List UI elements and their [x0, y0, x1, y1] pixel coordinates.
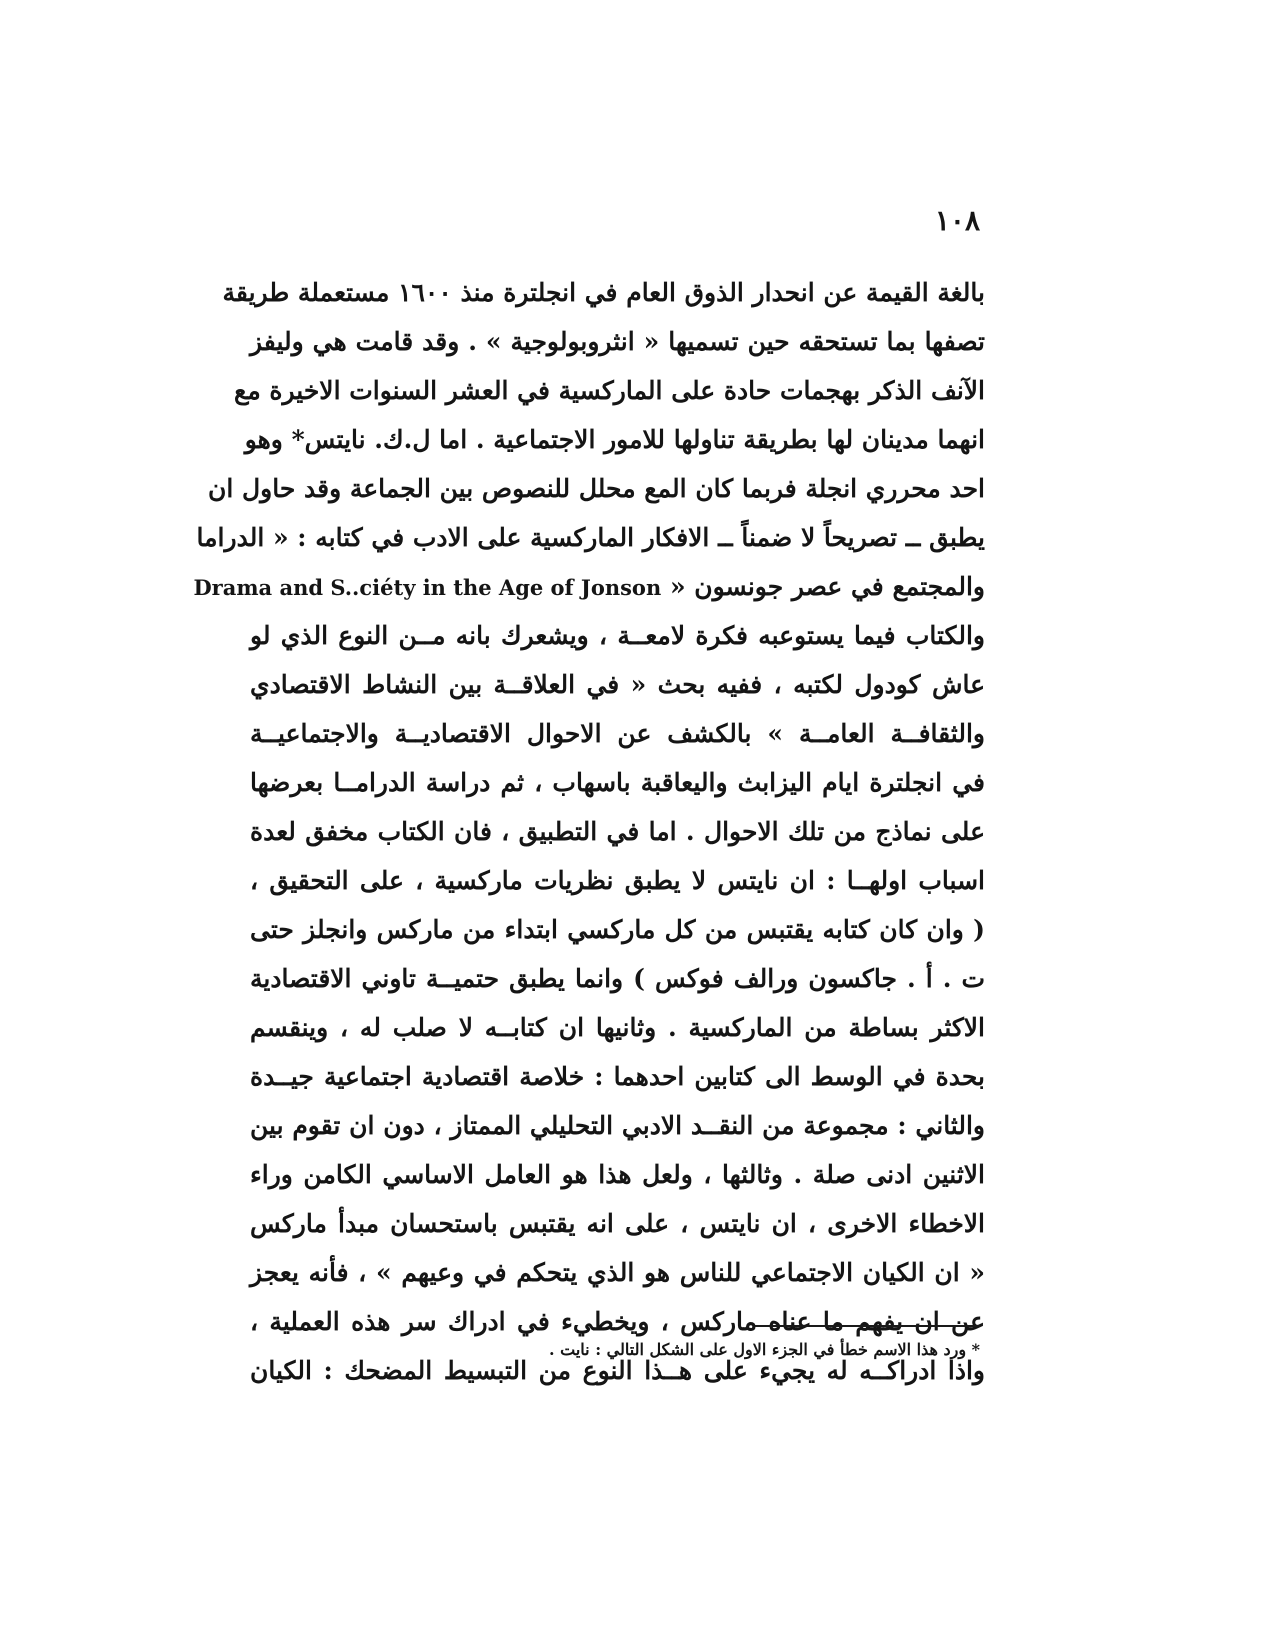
- body-text: [193, 268, 985, 1395]
- text-line: ت . أ . جاكسون ورالف فوكس ) وانما يطبق حتميــة تاوني الاقتصادية: [250, 964, 985, 993]
- text-line: يطبق ــ تصريحاً لا ضمناً ــ الافكار الماركسية على الادب في كتابه : « الدراما: [196, 523, 985, 552]
- text-line: الآنف الذكر بهجمات حادة على الماركسية في العشر السنوات الاخيرة مع: [234, 376, 985, 405]
- text-line: في انجلترة ايام اليزابث واليعاقبة باسهاب ، ثم دراسة الدرامــا بعرضها: [250, 768, 985, 797]
- text-line: والثاني : مجموعة من النقــد الادبي التحليلي الممتاز ، دون ان تقوم بين: [250, 1111, 985, 1140]
- text-line: بحدة في الوسط الى كتابين احدهما : خلاصة اقتصادية اجتماعية جيــدة: [250, 1062, 985, 1091]
- text-line: تصفها بما تستحقه حين تسميها « انثروبولوجية » . وقد قامت هي وليفز: [250, 327, 985, 356]
- text-line: على نماذج من تلك الاحوال . اما في التطبيق ، فان الكتاب مخفق لعدة: [250, 817, 985, 846]
- text-line: الاخطاء الاخرى ، ان نايتس ، على انه يقتبس باستحسان مبدأ ماركس: [250, 1209, 985, 1238]
- footnote-divider: [755, 1325, 980, 1327]
- footnote: * ورد هذا الاسم خطأ في الجزء الاول على الشكل التالي : نايت .: [549, 1340, 980, 1359]
- text-line: والكتاب فيما يستوعبه فكرة لامعــة ، ويشعرك بانه مــن النوع الذي لو: [250, 621, 985, 650]
- text-line: واذا ادراكــه له يجيء على هــذا النوع من التبسيط المضحك : الكيان: [250, 1356, 985, 1385]
- text-line: احد محرري انجلة فربما كان المع محلل للنصوص بين الجماعة وقد حاول ان: [207, 474, 985, 503]
- text-line: الاثنين ادنى صلة . وثالثها ، ولعل هذا هو العامل الاساسي الكامن وراء: [250, 1160, 985, 1189]
- text-line: الاكثر بساطة من الماركسية . وثانيها ان كتابــه لا صلب له ، وينقسم: [250, 1013, 985, 1042]
- text-line: اسباب اولهــا : ان نايتس لا يطبق نظريات ماركسية ، على التحقيق ،: [250, 866, 985, 895]
- english-title: Drama and S..ciéty in the Age of Jonson: [193, 575, 662, 600]
- arabic-fragment: والمجتمع في عصر جونسون «: [669, 572, 985, 601]
- text-line-mixed: [193, 562, 985, 611]
- text-line: بالغة القيمة عن انحدار الذوق العام في انجلترة منذ ١٦٠٠ مستعملة طريقة: [222, 278, 985, 307]
- text-line: عن ان يفهم ما عناه ماركس ، ويخطيء في ادراك سر هذه العملية ،: [250, 1307, 985, 1336]
- text-line: انهما مدينان لها بطريقة تناولها للامور الاجتماعية . اما ل.ك. نايتس* وهو: [244, 425, 985, 454]
- page-number: ١٠٨: [934, 204, 980, 237]
- text-line: ( وان كان كتابه يقتبس من كل ماركسي ابتداء من ماركس وانجلز حتى: [250, 915, 985, 944]
- text-line: والثقافــة العامــة » بالكشف عن الاحوال الاقتصاديــة والاجتماعيــة: [250, 719, 985, 748]
- text-line: « ان الكيان الاجتماعي للناس هو الذي يتحكم في وعيهم » ، فأنه يعجز: [250, 1258, 985, 1287]
- text-line: عاش كودول لكتبه ، ففيه بحث « في العلاقــة بين النشاط الاقتصادي: [250, 670, 985, 699]
